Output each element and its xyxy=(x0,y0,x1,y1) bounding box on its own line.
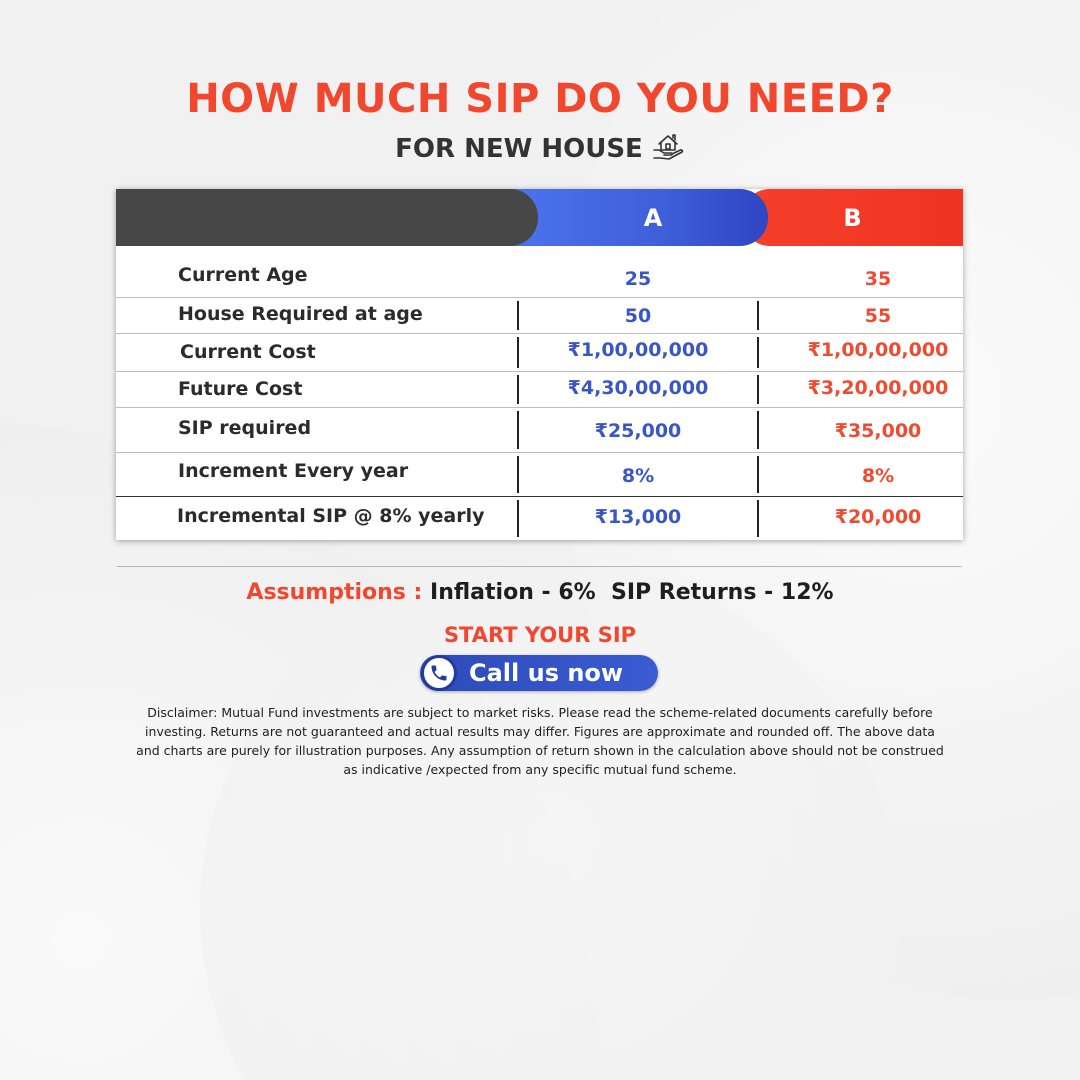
table-row xyxy=(116,372,963,408)
page-subtitle xyxy=(0,128,1080,169)
value-b: 55 xyxy=(864,305,892,327)
row-label: House Required at age xyxy=(178,303,423,325)
sip-comparison-table xyxy=(116,189,963,540)
row-label: Incremental SIP @ 8% yearly xyxy=(177,505,485,527)
value-b: ₹20,000 xyxy=(834,506,922,528)
row-label: Current Cost xyxy=(180,341,316,363)
value-a: ₹1,00,00,000 xyxy=(567,339,709,361)
value-b: 35 xyxy=(864,268,892,290)
table-row xyxy=(116,334,963,372)
value-a: 8% xyxy=(621,465,655,487)
row-label: SIP required xyxy=(178,417,312,439)
row-label: Current Age xyxy=(178,264,308,286)
value-b: ₹3,20,00,000 xyxy=(807,377,949,399)
table-row xyxy=(116,408,963,453)
page-title: HOW MUCH SIP DO YOU NEED? xyxy=(186,76,894,122)
table-header xyxy=(116,189,963,246)
value-a: 50 xyxy=(624,305,652,327)
column-a-header: A xyxy=(508,189,768,246)
value-b: ₹35,000 xyxy=(834,420,922,442)
disclaimer-text: Disclaimer: Mutual Fund investments are subject to market risks. Please read the scheme-related documents carefully before investing. Returns are not guaranteed and actual results may differ. Figures are approximate and rounded off. The above data and charts are purely for illustration purposes. Any assumption of return shown in the calculation above should not be construed as indicative /expected from any specific mutual fund scheme. xyxy=(136,705,944,777)
value-a: ₹13,000 xyxy=(594,506,682,528)
table-row xyxy=(116,497,963,540)
cta-heading: START YOUR SIP xyxy=(443,623,637,647)
header-label-cell xyxy=(116,189,538,246)
value-a: ₹4,30,00,000 xyxy=(567,377,709,399)
assumptions-label: Assumptions : xyxy=(246,580,423,605)
table-row xyxy=(116,453,963,497)
subtitle-text: FOR NEW HOUSE xyxy=(395,133,643,164)
row-label: Future Cost xyxy=(178,378,303,400)
value-a: 25 xyxy=(624,268,652,290)
phone-icon xyxy=(421,655,457,691)
assumptions-line xyxy=(0,580,1080,605)
column-b-header: B xyxy=(742,189,963,246)
value-b: ₹1,00,00,000 xyxy=(807,339,949,361)
assumptions-value: Inflation - 6% SIP Returns - 12% xyxy=(430,580,834,605)
call-us-label: Call us now xyxy=(469,659,624,687)
divider xyxy=(117,566,962,567)
table-row xyxy=(116,298,963,334)
value-a: ₹25,000 xyxy=(594,420,682,442)
value-b: 8% xyxy=(861,465,895,487)
house-in-hand-icon xyxy=(651,128,685,169)
row-label: Increment Every year xyxy=(178,460,409,482)
table-row xyxy=(116,246,963,298)
call-us-button[interactable] xyxy=(420,655,658,691)
